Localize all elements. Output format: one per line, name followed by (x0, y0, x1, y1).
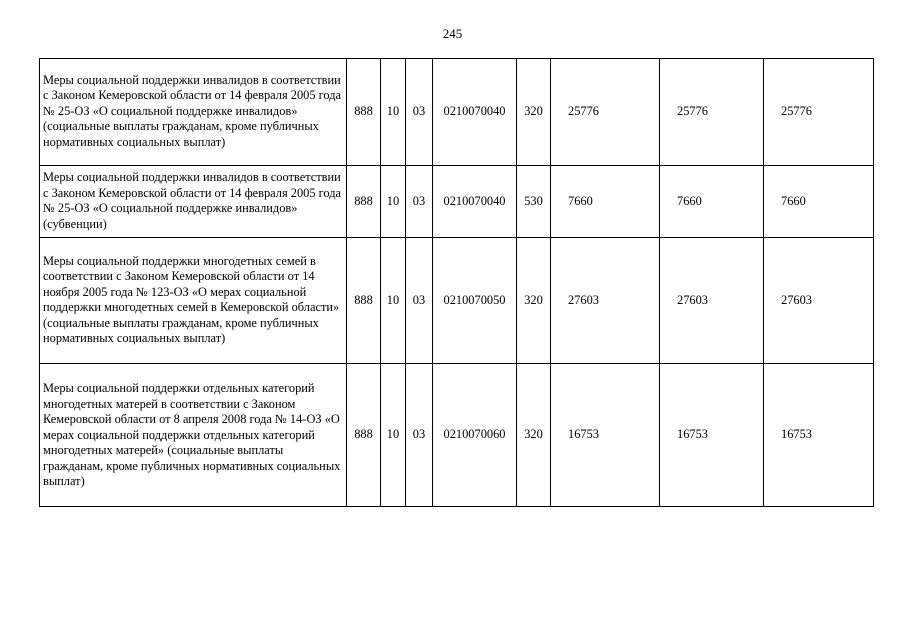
measure-name-cell: Меры социальной поддержки инвалидов в соответствии с Законом Кемеровской области от 14 февраля 2005 года № 25-ОЗ «О социальной поддержке инвалидов» (субвенции) (40, 166, 347, 238)
amount-year1-cell: 16753 (551, 364, 660, 507)
expense-type-cell: 320 (517, 364, 551, 507)
section-cell: 10 (381, 364, 406, 507)
amount-year2-cell: 16753 (660, 364, 764, 507)
amount-year2-cell: 25776 (660, 59, 764, 166)
table-row (40, 166, 874, 238)
target-article-cell: 0210070040 (433, 166, 517, 238)
grbs-cell: 888 (347, 364, 381, 507)
amount-year3-cell: 27603 (764, 238, 874, 364)
section-cell: 10 (381, 166, 406, 238)
subsection-cell: 03 (406, 59, 433, 166)
subsection-cell: 03 (406, 238, 433, 364)
target-article-cell: 0210070040 (433, 59, 517, 166)
page-number: 245 (442, 26, 463, 41)
amount-year2-cell: 27603 (660, 238, 764, 364)
amount-year3-cell: 16753 (764, 364, 874, 507)
table-row (40, 59, 874, 166)
grbs-cell: 888 (347, 59, 381, 166)
section-cell: 10 (381, 238, 406, 364)
amount-year3-cell: 7660 (764, 166, 874, 238)
section-cell: 10 (381, 59, 406, 166)
amount-year2-cell: 7660 (660, 166, 764, 238)
expense-type-cell: 530 (517, 166, 551, 238)
measure-name-cell: Меры социальной поддержки многодетных семей в соответствии с Законом Кемеровской области от 14 ноября 2005 года № 123-ОЗ «О мерах социальной поддержки многодетных семей в Кемеровской области» (социальные выплаты гражданам, кроме публичных нормативных социальных выплат) (40, 238, 347, 364)
target-article-cell: 0210070060 (433, 364, 517, 507)
subsection-cell: 03 (406, 364, 433, 507)
table-row (40, 238, 874, 364)
amount-year1-cell: 27603 (551, 238, 660, 364)
measure-name-cell: Меры социальной поддержки инвалидов в соответствии с Законом Кемеровской области от 14 февраля 2005 года № 25-ОЗ «О социальной поддержке инвалидов» (социальные выплаты гражданам, кроме публичных нормативных социальных выплат) (40, 59, 347, 166)
target-article-cell: 0210070050 (433, 238, 517, 364)
amount-year1-cell: 7660 (551, 166, 660, 238)
budget-table (39, 58, 874, 507)
measure-name-cell: Меры социальной поддержки отдельных категорий многодетных матерей в соответствии с Законом Кемеровской области от 8 апреля 2008 года № 14-ОЗ «О мерах социальной поддержки отдельных категорий многодетных матерей» (социальные выплаты гражданам, кроме публичных нормативных социальных выплат) (40, 364, 347, 507)
grbs-cell: 888 (347, 166, 381, 238)
grbs-cell: 888 (347, 238, 381, 364)
expense-type-cell: 320 (517, 238, 551, 364)
subsection-cell: 03 (406, 166, 433, 238)
table-row (40, 364, 874, 507)
amount-year3-cell: 25776 (764, 59, 874, 166)
expense-type-cell: 320 (517, 59, 551, 166)
amount-year1-cell: 25776 (551, 59, 660, 166)
